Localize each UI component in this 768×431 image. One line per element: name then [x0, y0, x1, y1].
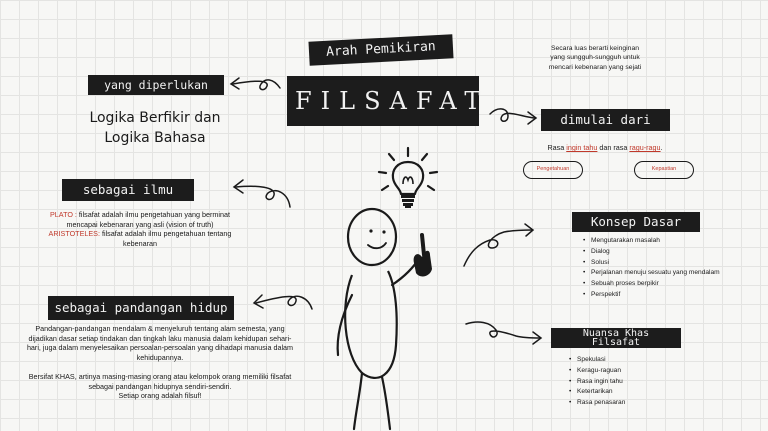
pengetahuan-pill: [523, 161, 583, 179]
list-item: • Mengutarakan masalah: [591, 236, 768, 247]
pandangan-line-1: Pandangan-pandangan mendalam & menyeluruh tentang alam semesta, yang: [35, 324, 285, 333]
list-item: • Rasa penasaran: [577, 398, 697, 409]
dimulai-label: dimulai dari: [560, 112, 651, 127]
plato-line-1: [20, 210, 260, 220]
pandangan-line-4: kehidupannya.: [136, 352, 184, 362]
thinking-person-icon: [322, 205, 452, 431]
pandangan2-line-2: sebagai pandangan hidupnya sendiri-sendiri.: [88, 381, 232, 391]
aris-text-1: filsafat adalah ilmu pengetahuan tentang: [99, 229, 232, 239]
kepastian-pill: [634, 161, 694, 179]
pandangan-label: sebagai pandangan hidup: [54, 300, 228, 315]
pandangan2-line-1: Bersifat KHAS, artinya masing-masing orang atau kelompok orang memiliki filsafat: [28, 371, 292, 381]
list-item: • Perspektif: [591, 290, 768, 301]
ragu-ragu-text: ragu-ragu: [629, 143, 661, 152]
dimulai-mid: dan rasa: [597, 143, 630, 152]
list-item: • Perjalanan menuju sesuatu yang mendalam: [591, 268, 768, 279]
plato-text-1: filsafat adalah ilmu pengetahuan yang berminat: [76, 210, 230, 219]
ilmu-content: [20, 210, 260, 248]
list-item: • Dialog: [591, 247, 768, 258]
plato-name: PLATO :: [50, 210, 77, 219]
diperlukan-label: yang diperlukan: [104, 78, 208, 92]
ingin-tahu-text: ingin tahu: [566, 143, 598, 152]
pandangan-line-3: hari, juga dalam menyelesaikan persoalan-persoalan yang dihadapi manusia dalam: [26, 343, 294, 353]
arrow-to-diperlukan: [225, 70, 285, 100]
diperlukan-line-2: Logika Bahasa: [104, 130, 206, 146]
pandangan-tag: [48, 296, 234, 320]
aris-line-1: [20, 229, 260, 239]
subtitle-text: Arah Pemikiran: [325, 39, 437, 60]
nuansa-tag: [551, 328, 681, 348]
list-item: • Solusi: [591, 258, 768, 269]
pandangan2-line-3: Setiap orang adalah filsuf!: [118, 391, 202, 401]
pandangan-line-2: dijadikan dasar setiap tindakan dan tingkah laku manusia dalam kehidupan sehari-: [28, 333, 292, 343]
diperlukan-content: [70, 108, 240, 148]
aris-name: ARISTOTELES:: [48, 229, 100, 239]
dimulai-end: .: [660, 143, 663, 152]
nuansa-list: [567, 355, 697, 409]
dimulai-text: [520, 143, 690, 153]
diperlukan-tag: [88, 75, 224, 95]
nuansa-label-1: Nuansa Khas: [582, 328, 650, 339]
intro-line-2: yang sungguh-sungguh untuk: [550, 54, 640, 62]
arrow-to-pandangan: [248, 285, 318, 319]
konsep-list: [581, 236, 768, 301]
ilmu-tag: [62, 179, 194, 201]
subtitle-tag: [308, 34, 453, 66]
list-item: • Keragu-raguan: [577, 366, 697, 377]
arrow-to-konsep: [460, 218, 540, 270]
konsep-label: Konsep Dasar: [590, 214, 682, 229]
dimulai-pre: Rasa: [547, 143, 567, 152]
main-title-text: FILSAFAT: [295, 87, 490, 115]
arrow-to-ilmu: [228, 175, 298, 215]
pandangan-content: [10, 324, 310, 401]
nuansa-label-2: Filsafat: [591, 337, 641, 349]
spacer: [10, 362, 310, 372]
list-item: • Sebuah proses berpikir: [591, 279, 768, 290]
list-item: • Rasa ingin tahu: [577, 377, 697, 388]
aris-line-2: kebenaran: [123, 238, 157, 248]
dimulai-tag: [541, 109, 670, 131]
diperlukan-line-1: Logika Berfikir dan: [89, 110, 221, 126]
list-item: • Ketertarikan: [577, 387, 697, 398]
intro-text: [520, 44, 670, 72]
list-item: • Spekulasi: [577, 355, 697, 366]
arrow-to-dimulai: [486, 102, 542, 132]
intro-line-3: mencari kebenaran yang sejati: [548, 63, 642, 71]
konsep-tag: [572, 212, 700, 232]
main-title-tag: [287, 76, 490, 126]
intro-line-1: Secara luas berarti keinginan: [550, 45, 640, 52]
kepastian-label: Kepastian: [651, 166, 677, 172]
ilmu-label: sebagai ilmu: [82, 182, 174, 197]
pengetahuan-label: Pengetahuan: [536, 166, 570, 172]
arrow-to-nuansa: [462, 318, 548, 352]
plato-line-2: mencapai kebenaran yang asli (vision of truth): [66, 219, 214, 229]
